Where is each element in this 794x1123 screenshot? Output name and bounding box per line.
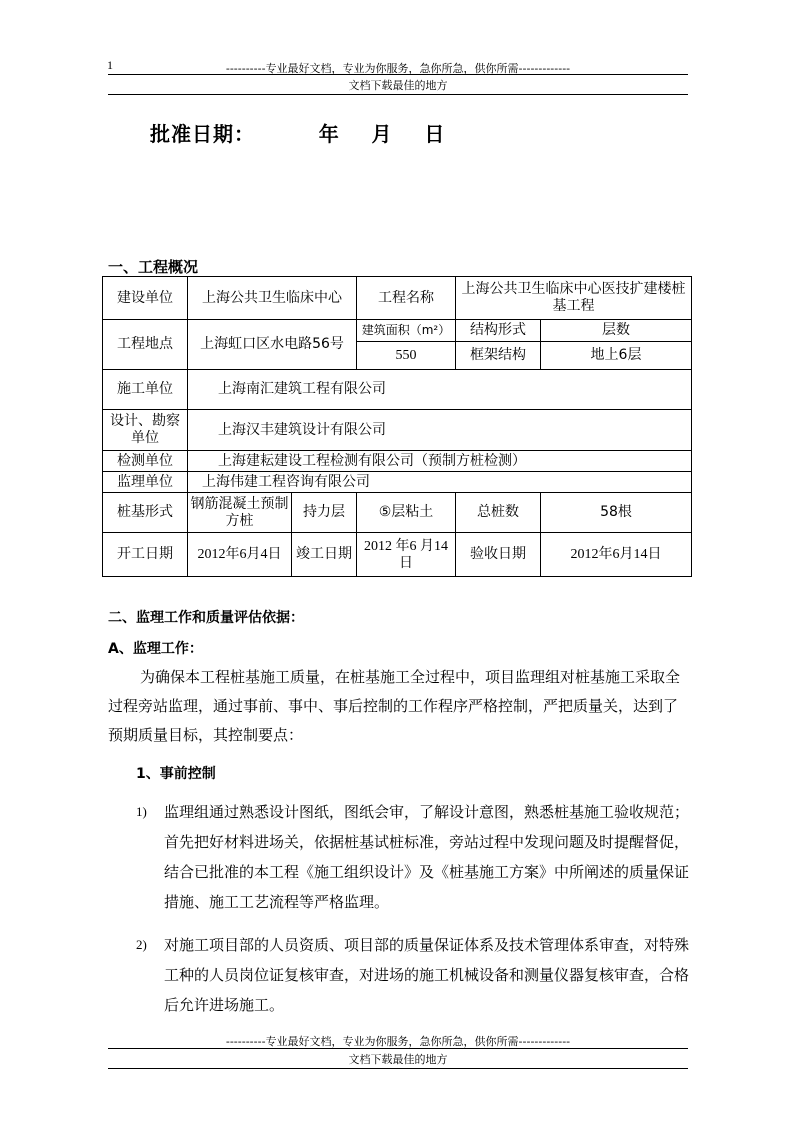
project-info-table	[102, 276, 692, 577]
header-subtitle: 文档下载最佳的地方	[348, 79, 448, 92]
table-cell: 工程名称	[357, 277, 456, 320]
header-rule-bottom	[108, 94, 688, 95]
page-number: 1	[107, 58, 113, 72]
table-cell: 2012年6月14日	[541, 533, 692, 577]
table-cell: 总桩数	[456, 493, 541, 533]
header-rule-top	[108, 74, 688, 75]
table-cell: 上海南汇建筑工程有限公司	[188, 370, 692, 410]
table-cell: 工程地点	[103, 320, 188, 370]
list-item-number: 1)	[136, 804, 147, 819]
table-cell: 检测单位	[103, 451, 188, 472]
list-item	[136, 930, 692, 1020]
footer-slogan: ----------专业最好文档，专业为你服务，急你所急，供你所需-------------	[225, 1035, 571, 1048]
subsection-title-supervision-work: A、监理工作：	[108, 641, 203, 657]
table-cell: 设计、勘察单位	[103, 410, 188, 451]
table-cell: 持力层	[292, 493, 357, 533]
table-cell: 桩基形式	[103, 493, 188, 533]
approval-date-line: 批准日期： 年 月 日	[150, 122, 446, 146]
table-cell: 58根	[541, 493, 692, 533]
table-cell: 建设单位	[103, 277, 188, 320]
table-row	[103, 370, 692, 410]
table-cell: 上海伟建工程咨询有限公司	[188, 472, 692, 493]
table-cell: 层数	[541, 320, 692, 342]
table-cell: 验收日期	[456, 533, 541, 577]
table-row	[103, 277, 692, 320]
table-cell: 上海公共卫生临床中心	[188, 277, 357, 320]
footer-rule-top	[108, 1048, 688, 1049]
table-cell: ⑤层粘土	[357, 493, 456, 533]
footer-rule-bottom	[108, 1068, 688, 1069]
table-cell: 监理单位	[103, 472, 188, 493]
table-cell: 框架结构	[456, 342, 541, 370]
header-slogan: ----------专业最好文档，专业为你服务，急你所急，供你所需-------------	[225, 62, 571, 75]
footer-subtitle: 文档下载最佳的地方	[348, 1053, 448, 1066]
table-row	[103, 472, 692, 493]
intro-paragraph: 为确保本工程桩基施工质量，在桩基施工全过程中，项目监理组对桩基施工采取全过程旁站监理，通过事前、事中、事后控制的工作程序严格控制，严把质量关，达到了预期质量目标，其控制要点：	[108, 668, 681, 744]
list-item-text: 监理组通过熟悉设计图纸，图纸会审，了解设计意图，熟悉桩基施工验收规范；首先把好材料进场关，依据桩基试桩标准，旁站过程中发现问题及时提醒督促，结合已批准的本工程《施工组织设计》及《桩基施工方案》中所阐述的质量保证措施、施工工艺流程等严格监理。	[164, 803, 690, 911]
table-cell: 2012 年6 月14日	[357, 533, 456, 577]
table-row	[103, 451, 692, 472]
subsection-title-pre-control: 1、事前控制	[136, 766, 216, 782]
table-cell: 上海建耘建设工程检测有限公司（预制方桩检测）	[188, 451, 692, 472]
section-title-supervision-basis: 二、监理工作和质量评估依据：	[108, 610, 304, 626]
list-item-text: 对施工项目部的人员资质、项目部的质量保证体系及技术管理体系审查，对特殊工种的人员岗位证复核审查，对进场的施工机械设备和测量仪器复核审查，合格后允许进场施工。	[164, 936, 690, 1014]
table-cell: 上海公共卫生临床中心医技扩建楼桩基工程	[456, 277, 692, 320]
section-title-project-overview: 一、工程概况	[108, 258, 199, 276]
table-row	[103, 493, 692, 533]
table-cell: 建筑面积（m²）	[357, 320, 456, 342]
table-cell: 开工日期	[103, 533, 188, 577]
list-item	[136, 797, 692, 917]
table-cell: 结构形式	[456, 320, 541, 342]
list-item-number: 2)	[136, 937, 147, 952]
table-cell: 上海虹口区水电路56号	[188, 320, 357, 370]
table-row	[103, 320, 692, 342]
table-cell: 竣工日期	[292, 533, 357, 577]
table-cell: 上海汉丰建筑设计有限公司	[188, 410, 692, 451]
table-cell: 550	[357, 342, 456, 370]
table-cell: 施工单位	[103, 370, 188, 410]
table-cell: 2012年6月4日	[188, 533, 292, 577]
table-row	[103, 410, 692, 451]
table-row	[103, 533, 692, 577]
table-cell: 地上6层	[541, 342, 692, 370]
table-cell: 钢筋混凝土预制方桩	[188, 493, 292, 533]
